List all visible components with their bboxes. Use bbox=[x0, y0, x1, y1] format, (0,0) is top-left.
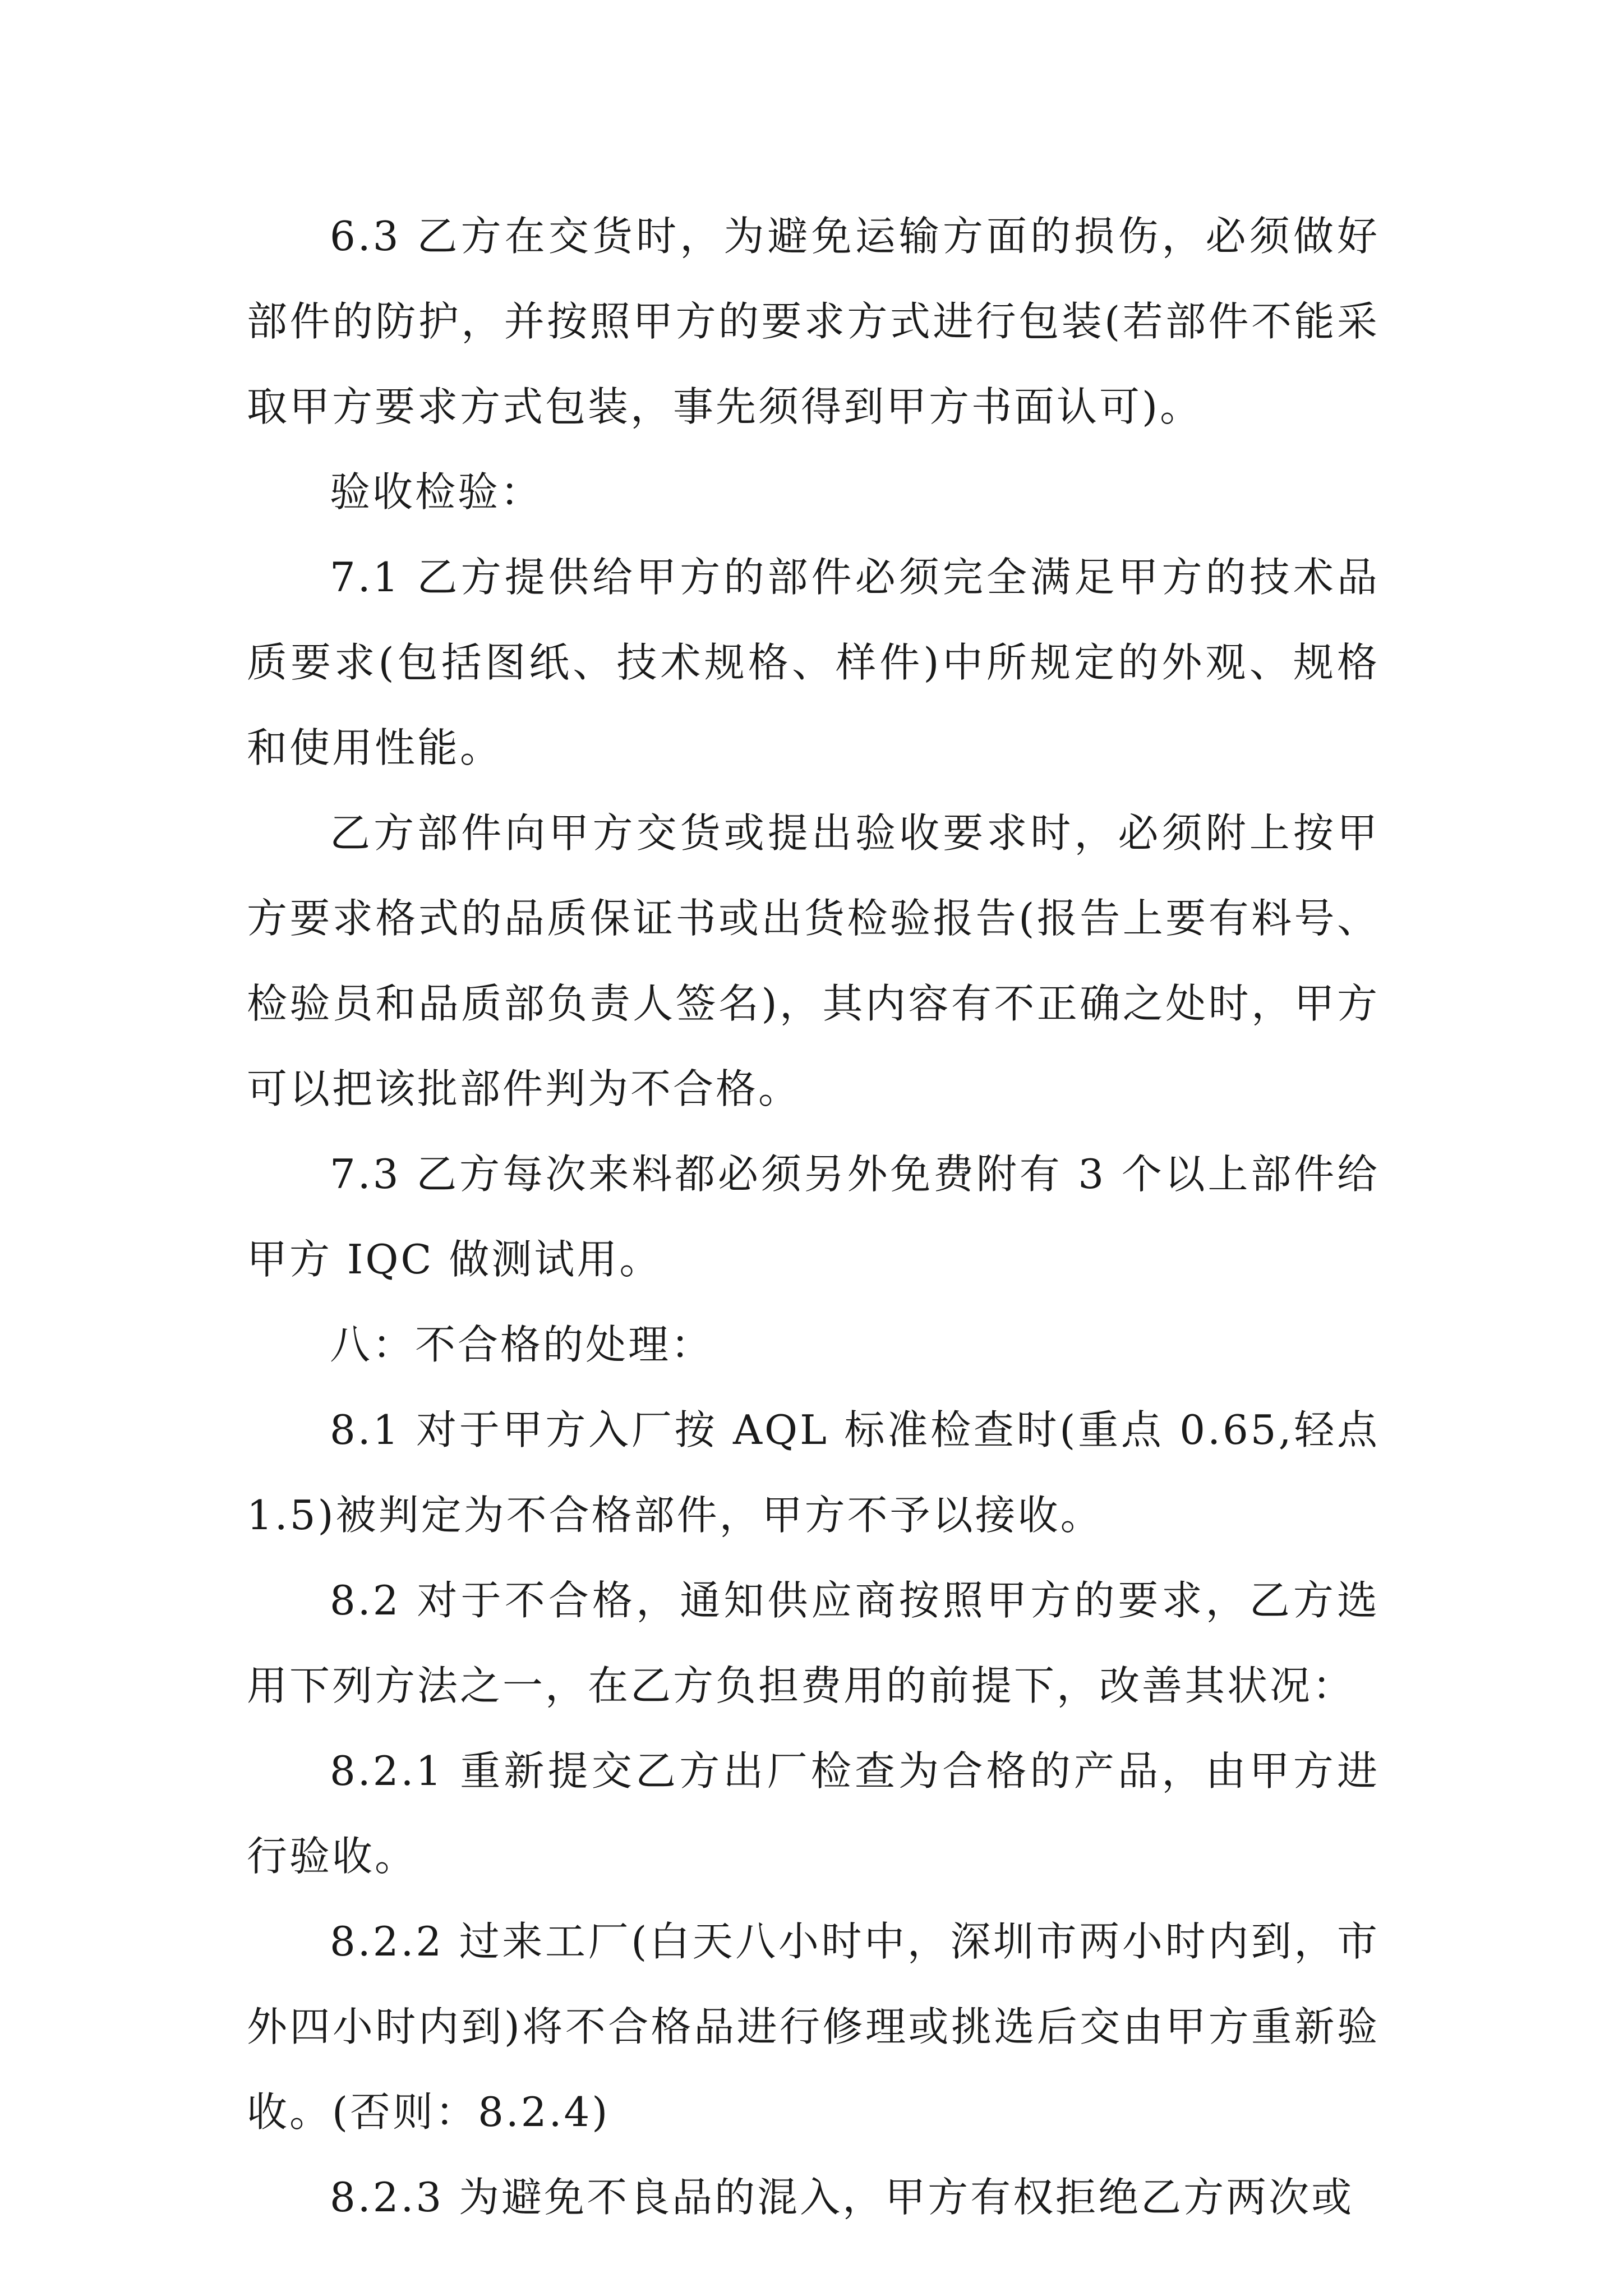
paragraph-8-1-aql-inspection: 8.1 对于甲方入厂按 AQL 标准检查时(重点 0.65,轻点 1.5)被判定为不合格部件，甲方不予以接收。 bbox=[247, 1406, 1380, 1539]
paragraph-7-1-quality-requirements: 7.1 乙方提供给甲方的部件必须完全满足甲方的技术品质要求(包括图纸、技术规格、样件)中所规定的外观、规格和使用性能。 bbox=[247, 554, 1380, 771]
paragraph-7-3-test-samples: 7.3 乙方每次来料都必须另外免费附有 3 个以上部件给甲方 IQC 做测试用。 bbox=[247, 1151, 1380, 1283]
paragraph-8-2-remedies: 8.2 对于不合格，通知供应商按照甲方的要求，乙方选用下列方法之一，在乙方负担费用的前提下，改善其状况： bbox=[247, 1577, 1380, 1709]
section-heading-nonconformance: 八：不合格的处理： bbox=[330, 1321, 714, 1368]
paragraph-8-2-3-reject: 8.2.3 为避免不良品的混入，甲方有权拒绝乙方两次或 bbox=[330, 2174, 1354, 2221]
paragraph-8-2-2-onsite-repair: 8.2.2 过来工厂(白天八小时中，深圳市两小时内到，市外四小时内到)将不合格品进行修理或挑选后交由甲方重新验收。(否则：8.2.4) bbox=[247, 1918, 1380, 2136]
paragraph-8-2-1-resubmit: 8.2.1 重新提交乙方出厂检查为合格的产品，由甲方进行验收。 bbox=[247, 1747, 1380, 1880]
document-body bbox=[247, 194, 1380, 2240]
paragraph-6-3-packaging: 6.3 乙方在交货时，为避免运输方面的损伤，必须做好部件的防护，并按照甲方的要求方式进行包装(若部件不能采取甲方要求方式包装，事先须得到甲方书面认可)。 bbox=[247, 213, 1380, 430]
section-heading-acceptance-inspection: 验收检验： bbox=[330, 468, 543, 516]
paragraph-quality-certificate: 乙方部件向甲方交货或提出验收要求时，必须附上按甲方要求格式的品质保证书或出货检验报告(报告上要有料号、检验员和品质部负责人签名)，其内容有不正确之处时，甲方可以把该批部件判为不合格。 bbox=[247, 809, 1380, 1112]
